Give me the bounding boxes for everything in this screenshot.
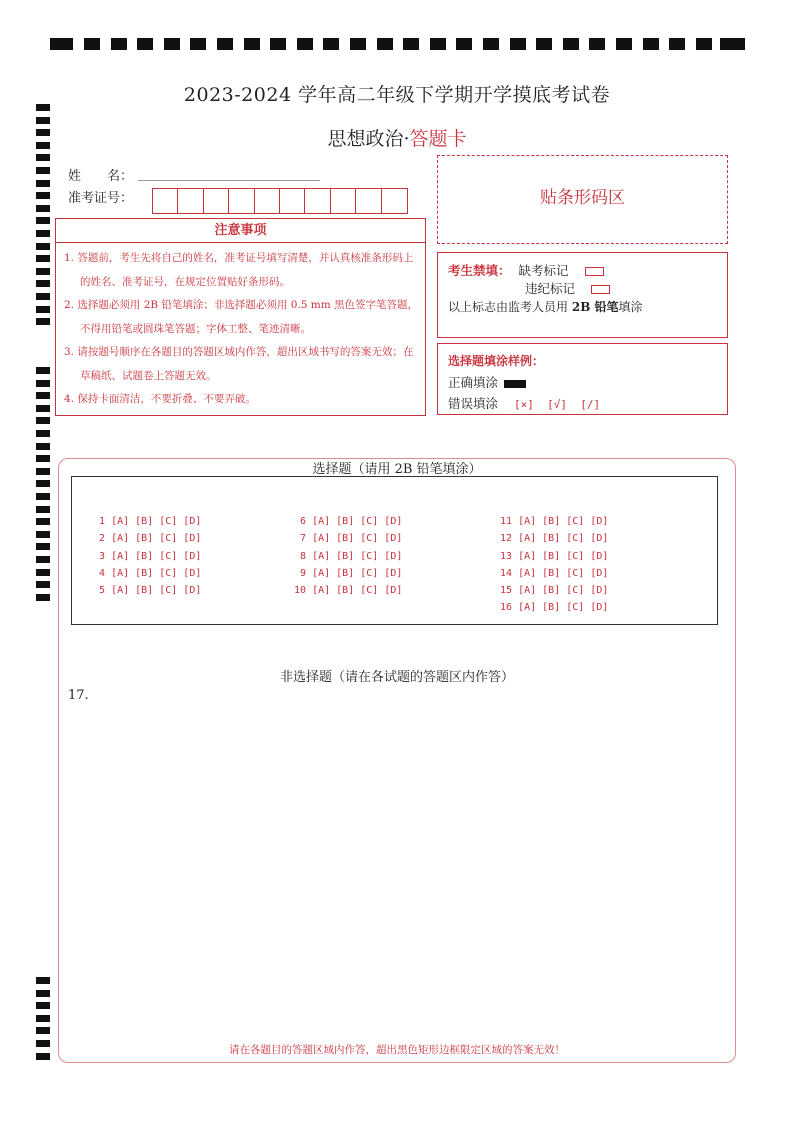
choice-options: [A] [B] [C] [D] <box>518 551 609 562</box>
ticket-digit-box[interactable] <box>229 189 254 213</box>
nonchoice-section-title: 非选择题（请在各试题的答题区内作答） <box>279 670 514 685</box>
timing-mark <box>36 205 50 212</box>
timing-mark <box>36 405 50 412</box>
timing-mark <box>483 38 499 50</box>
timing-mark <box>36 380 50 387</box>
ticket-digit-box[interactable] <box>280 189 305 213</box>
violation-mark-box[interactable] <box>591 285 610 294</box>
timing-mark <box>36 990 50 997</box>
choice-row[interactable] <box>99 568 201 579</box>
choice-options: [A] [B] [C] [D] <box>111 551 202 562</box>
choice-options: [A] [B] [C] [D] <box>111 585 202 596</box>
timing-mark <box>36 531 50 538</box>
choice-row[interactable] <box>500 602 608 613</box>
ticket-digit-box[interactable] <box>356 189 381 213</box>
timing-mark <box>270 38 286 50</box>
question-number: 2 <box>99 533 106 544</box>
examiner-only-box <box>437 252 728 338</box>
timing-mark <box>616 38 632 50</box>
notice-heading: 注意事项 <box>56 219 425 243</box>
choice-options: [A] [B] [C] [D] <box>518 585 609 596</box>
question-number: 15 <box>500 585 513 596</box>
notice-item: 3. 请按题号顺序在各题目的答题区域内作答，超出区域书写的答案无效；在草稿纸、试题卷上答题无效。 <box>64 346 414 382</box>
ticket-digit-box[interactable] <box>204 189 229 213</box>
notice-item: 1. 答题前，考生先将自己的姓名，准考证号填写清楚，并认真核准条形码上的姓名、准考证号，在规定位置贴好条形码。 <box>64 252 414 288</box>
page-subtitle <box>0 124 794 151</box>
timing-mark <box>510 38 526 50</box>
ticket-digit-box[interactable] <box>153 189 178 213</box>
timing-mark <box>164 38 180 50</box>
timing-mark <box>36 543 50 550</box>
timing-mark <box>36 518 50 525</box>
choice-row[interactable] <box>99 585 201 596</box>
examiner-note-prefix: 以上标志由监考人员用 <box>448 300 569 314</box>
notice-item: 2. 选择题必须用 2B 铅笔填涂；非选择题必须用 0.5 mm 黑色签字笔答题，不得用铅笔或圆珠笔答题；字体工整、笔迹清晰。 <box>64 299 419 335</box>
choice-options: [A] [B] [C] [D] <box>518 533 609 544</box>
timing-mark <box>50 38 73 50</box>
timing-mark <box>669 38 685 50</box>
subtitle-answer-sheet: 答题卡 <box>409 128 467 150</box>
timing-mark <box>36 977 50 984</box>
timing-mark <box>720 38 745 50</box>
choice-options: [A] [B] [C] [D] <box>518 516 609 527</box>
page-title: 2023-2024 学年高二年级下学期开学摸底考试卷 <box>183 84 611 106</box>
question-number: 1 <box>99 516 106 527</box>
timing-mark <box>36 318 50 325</box>
notice-body <box>56 243 425 412</box>
ticket-digit-box[interactable] <box>331 189 356 213</box>
choice-row[interactable] <box>300 516 402 527</box>
choice-row[interactable] <box>300 568 402 579</box>
ticket-digit-box[interactable] <box>305 189 330 213</box>
timing-mark <box>36 569 50 576</box>
barcode-area: 贴条形码区 <box>437 155 728 244</box>
question-number: 9 <box>300 568 307 579</box>
timing-mark <box>696 38 712 50</box>
ticket-number-boxes[interactable] <box>152 188 408 214</box>
fill-sample-title: 选择题填涂样例： <box>448 354 545 368</box>
timing-mark <box>36 154 50 161</box>
question-17-label: 17. <box>68 688 89 703</box>
timing-mark <box>36 1015 50 1022</box>
timing-mark <box>430 38 446 50</box>
choice-row[interactable] <box>99 533 201 544</box>
timing-mark <box>403 38 419 50</box>
question-number: 6 <box>300 516 307 527</box>
name-field[interactable] <box>138 180 320 181</box>
timing-mark <box>36 417 50 424</box>
timing-mark <box>36 217 50 224</box>
question-number: 10 <box>294 585 307 596</box>
timing-mark <box>536 38 552 50</box>
timing-mark <box>36 1002 50 1009</box>
examiner-note <box>448 298 643 315</box>
timing-mark <box>84 38 100 50</box>
name-label: 姓 名： <box>68 169 134 184</box>
timing-mark <box>36 581 50 588</box>
footer-warning: 请在各题目的答题区域内作答，超出黑色矩形边框限定区域的答案无效！ <box>229 1044 565 1056</box>
top-timing-marks <box>50 38 745 50</box>
timing-mark <box>36 192 50 199</box>
timing-mark <box>36 392 50 399</box>
timing-mark <box>36 243 50 250</box>
question-number: 13 <box>500 551 513 562</box>
violation-mark-label: 违纪标记 <box>525 281 576 296</box>
timing-mark <box>36 367 50 374</box>
ticket-digit-box[interactable] <box>382 189 407 213</box>
timing-mark <box>137 38 153 50</box>
timing-mark <box>589 38 605 50</box>
choice-options: [A] [B] [C] [D] <box>111 533 202 544</box>
timing-mark <box>36 1027 50 1034</box>
question-number: 4 <box>99 568 106 579</box>
timing-mark <box>36 230 50 237</box>
timing-mark <box>36 255 50 262</box>
choice-options: [A] [B] [C] [D] <box>312 585 403 596</box>
timing-mark <box>36 306 50 313</box>
notice-box <box>55 218 426 416</box>
choice-options: [A] [B] [C] [D] <box>312 551 403 562</box>
notice-item: 4. 保持卡面清洁，不要折叠、不要弄破。 <box>64 393 256 405</box>
choice-row[interactable] <box>500 533 608 544</box>
timing-mark <box>36 506 50 513</box>
choice-row[interactable] <box>500 551 608 562</box>
choice-row[interactable] <box>500 516 608 527</box>
wrong-fill-marks: [×] [√] [/] <box>514 398 601 411</box>
choice-row[interactable] <box>300 533 402 544</box>
question-number: 8 <box>300 551 307 562</box>
question-number: 7 <box>300 533 307 544</box>
timing-mark <box>217 38 233 50</box>
timing-mark <box>36 443 50 450</box>
wrong-fill-label: 错误填涂 <box>448 396 499 411</box>
timing-mark <box>36 480 50 487</box>
question-number: 5 <box>99 585 106 596</box>
question-number: 3 <box>99 551 106 562</box>
timing-mark <box>350 38 366 50</box>
choice-options: [A] [B] [C] [D] <box>312 533 403 544</box>
timing-mark <box>36 293 50 300</box>
fill-sample-box <box>437 343 728 415</box>
timing-mark <box>643 38 659 50</box>
timing-mark <box>36 167 50 174</box>
timing-mark <box>36 556 50 563</box>
timing-mark <box>190 38 206 50</box>
choice-options: [A] [B] [C] [D] <box>111 568 202 579</box>
timing-mark <box>36 430 50 437</box>
timing-mark <box>111 38 127 50</box>
ticket-digit-box[interactable] <box>178 189 203 213</box>
question-number: 14 <box>500 568 513 579</box>
choice-row[interactable] <box>500 568 608 579</box>
timing-mark <box>36 493 50 500</box>
choice-row[interactable] <box>300 551 402 562</box>
timing-mark <box>377 38 393 50</box>
choice-section-title: 选择题（请用 2B 铅笔填涂） <box>312 462 482 477</box>
timing-mark <box>36 268 50 275</box>
correct-fill-mark <box>504 380 526 388</box>
correct-fill-label: 正确填涂 <box>448 375 499 390</box>
absent-mark-label: 缺考标记 <box>518 263 569 278</box>
timing-mark <box>36 117 50 124</box>
timing-mark <box>244 38 260 50</box>
choice-row[interactable] <box>294 585 402 596</box>
timing-mark <box>456 38 472 50</box>
timing-mark <box>36 280 50 287</box>
timing-mark <box>563 38 579 50</box>
timing-mark <box>323 38 339 50</box>
question-number: 11 <box>500 516 513 527</box>
question-number: 16 <box>500 602 513 613</box>
ticket-number-label: 准考证号： <box>68 191 134 206</box>
choice-options: [A] [B] [C] [D] <box>518 568 609 579</box>
question-17-answer-area[interactable] <box>66 708 726 1028</box>
question-number: 12 <box>500 533 513 544</box>
choice-options: [A] [B] [C] [D] <box>518 602 609 613</box>
subtitle-subject: 思想政治· <box>327 128 410 150</box>
choice-row[interactable] <box>99 551 201 562</box>
ticket-digit-box[interactable] <box>255 189 280 213</box>
examiner-note-bold: 2B 铅笔 <box>571 300 619 314</box>
examiner-note-suffix: 填涂 <box>618 300 643 314</box>
timing-mark <box>297 38 313 50</box>
timing-mark <box>36 594 50 601</box>
timing-mark <box>36 180 50 187</box>
choice-row[interactable] <box>500 585 608 596</box>
choice-options: [A] [B] [C] [D] <box>111 516 202 527</box>
examiner-only-title: 考生禁填： <box>448 263 511 278</box>
absent-mark-box[interactable] <box>585 267 604 276</box>
choice-row[interactable] <box>99 516 201 527</box>
choice-options: [A] [B] [C] [D] <box>312 516 403 527</box>
choice-options: [A] [B] [C] [D] <box>312 568 403 579</box>
